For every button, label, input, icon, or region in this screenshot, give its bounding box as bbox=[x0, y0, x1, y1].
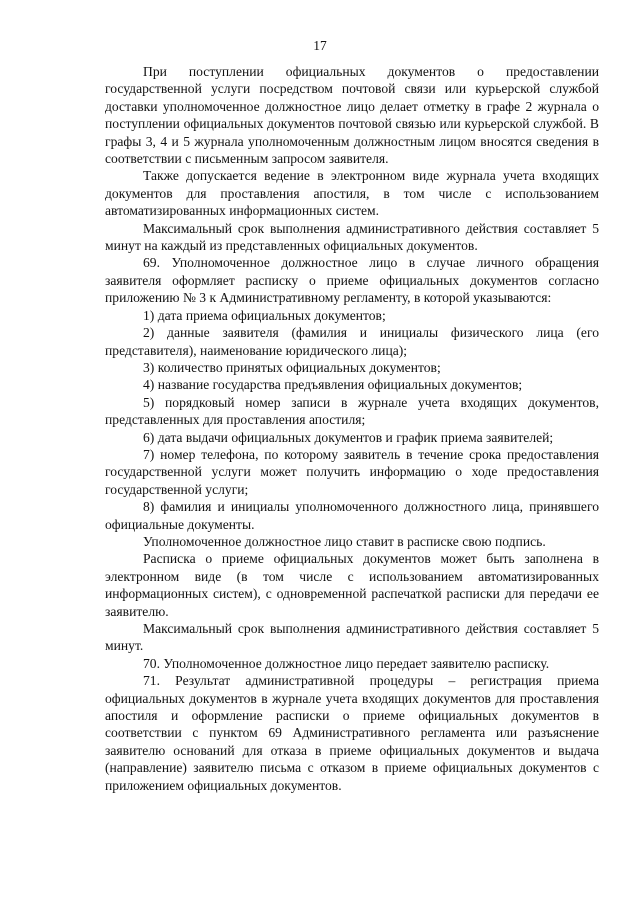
paragraph-70: 70. Уполномоченное должностное лицо передает заявителю расписку. bbox=[143, 655, 550, 671]
paragraph-signature: Уполномоченное должностное лицо ставит в расписке свою подпись. bbox=[143, 533, 546, 549]
paragraph-71: 71. Результат административной процедуры – регистрация приема официальных документов в журнале учета входящих документов для проставления апостиля и оформление расписки о приеме официальных документов в соответствии с пунктом 69 Административного регламента или разъяснение заявителю оснований для отказа в приеме официальных документов и выдача (направление) заявителю письма с отказом в приеме официальных документов с приложением официальных документов. bbox=[105, 673, 599, 793]
paragraph-max-time-5-min: Максимальный срок выполнения административного действия составляет 5 минут. bbox=[105, 621, 599, 654]
list-item-2: 2) данные заявителя (фамилия и инициалы физического лица (его представителя), наименование юридического лица); bbox=[105, 325, 599, 358]
paragraph-max-time-per-document: Максимальный срок выполнения административного действия составляет 5 минут на каждый из представленных официальных документов. bbox=[105, 220, 599, 254]
list-item-7: 7) номер телефона, по которому заявитель в течение срока предоставления государственной услуги может получить информацию о ходе предоставления государственной услуги; bbox=[105, 446, 599, 497]
list-item-6: 6) дата выдачи официальных документов и график приема заявителей; bbox=[143, 429, 554, 445]
document-body bbox=[105, 63, 599, 794]
paragraph-postal-receipt: При поступлении официальных документов о предоставлении государственной услуги посредством почтовой связи или курьерской службой доставки уполномоченное должностное лицо делает отметку в графе 2 журнала о поступлении официальных документов почтовой связью или курьерской службой. В графы 3, 4 и 5 журнала уполномоченным должностным лицом вносятся сведения в соответствии с письменным запросом заявителя. bbox=[105, 64, 599, 167]
list-item-1: 1) дата приема официальных документов; bbox=[143, 307, 386, 323]
page-number: 17 bbox=[313, 38, 327, 53]
paragraph-electronic-receipt: Расписка о приеме официальных документов может быть заполнена в электронном виде (в том числе с использованием автоматизированных информационных систем), с одновременной распечаткой расписки для передачи ее заявителю. bbox=[105, 551, 599, 619]
list-item-3: 3) количество принятых официальных документов; bbox=[143, 359, 441, 375]
paragraph-electronic-journal: Также допускается ведение в электронном виде журнала учета входящих документов для проставления апостиля, в том числе с использованием автоматизированных информационных систем. bbox=[105, 168, 599, 219]
list-item-5: 5) порядковый номер записи в журнале учета входящих документов, представленных для проставления апостиля; bbox=[105, 394, 599, 428]
list-item-4: 4) название государства предъявления официальных документов; bbox=[143, 377, 523, 393]
list-item-8: 8) фамилия и инициалы уполномоченного должностного лица, принявшего официальные документы. bbox=[105, 499, 599, 532]
paragraph-69: 69. Уполномоченное должностное лицо в случае личного обращения заявителя оформляет расписку о приеме официальных документов согласно приложению № 3 к Административному регламенту, в которой указываются: bbox=[105, 255, 599, 306]
